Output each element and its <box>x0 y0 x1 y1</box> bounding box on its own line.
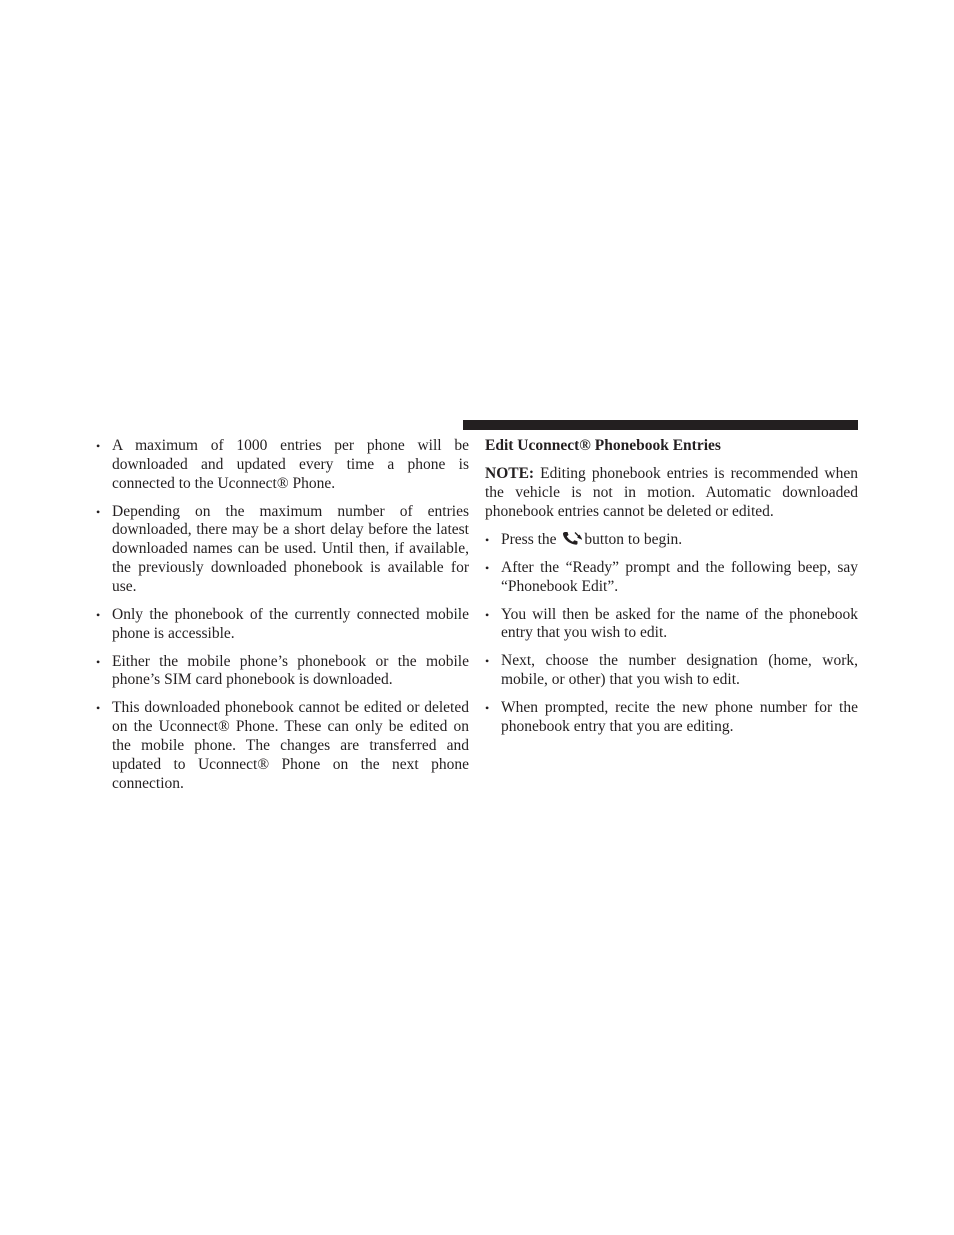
note-text: Editing phonebook entries is recommended when the vehicle is not in motion. Automatic downloaded phonebook entries cannot be deleted or edited. <box>485 465 858 520</box>
list-item-text: Next, choose the number designation (home, work, mobile, or other) that you wish to edit. <box>501 652 858 689</box>
left-bullet-list <box>96 437 469 793</box>
list-item <box>485 699 858 737</box>
list-item-text: After the “Ready” prompt and the following beep, say “Phonebook Edit”. <box>501 558 858 595</box>
bullet-glyph: • <box>485 701 490 716</box>
section-heading: Edit Uconnect® Phonebook Entries <box>485 437 721 454</box>
right-bullet-list <box>485 531 858 737</box>
list-item-text: Either the mobile phone’s phonebook or the mobile phone’s SIM card phonebook is downloaded. <box>112 652 469 689</box>
list-item-text: This downloaded phonebook cannot be edited or deleted on the Uconnect® Phone. These can only be edited on the mobile phone. The changes are transferred and updated to Uconnect® Phone on the next phone connection. <box>112 699 469 792</box>
list-item <box>96 437 469 493</box>
bullet-glyph: • <box>96 654 101 669</box>
bullet-glyph: • <box>96 439 101 453</box>
phone-handset-icon <box>562 531 582 545</box>
press-before-text: Press the <box>501 530 561 548</box>
list-item-text: A maximum of 1000 entries per phone will be downloaded and updated every time a phone is connected to the Uconnect® Phone. <box>112 437 469 492</box>
list-item <box>485 531 858 550</box>
bullet-glyph: • <box>485 532 490 547</box>
note-label: NOTE: <box>485 465 535 483</box>
list-item <box>96 699 469 793</box>
list-item <box>96 653 469 691</box>
list-item <box>96 606 469 644</box>
list-item <box>96 503 469 597</box>
list-item-text: Only the phonebook of the currently connected mobile phone is accessible. <box>112 605 469 642</box>
list-item <box>485 652 858 690</box>
bullet-glyph: • <box>96 504 101 519</box>
bullet-glyph: • <box>96 607 101 622</box>
list-item <box>485 606 858 644</box>
left-column <box>96 437 469 802</box>
note-paragraph <box>485 465 858 521</box>
list-item-text: When prompted, recite the new phone number for the phonebook entry that you are editing. <box>501 699 858 735</box>
press-after-text: button to begin. <box>584 530 683 548</box>
list-item-text: You will then be asked for the name of the phonebook entry that you wish to edit. <box>501 605 858 642</box>
right-column <box>485 437 858 746</box>
bullet-glyph: • <box>485 560 490 575</box>
list-item-text: Depending on the maximum number of entries downloaded, there may be a short delay before the latest downloaded names can be used. Until then, if available, the previously downloaded phonebook is available for use. <box>112 502 469 595</box>
bullet-glyph: • <box>485 607 490 622</box>
list-item <box>485 559 858 597</box>
section-header-rule <box>463 420 858 430</box>
bullet-glyph: • <box>96 701 101 716</box>
bullet-glyph: • <box>485 654 490 669</box>
